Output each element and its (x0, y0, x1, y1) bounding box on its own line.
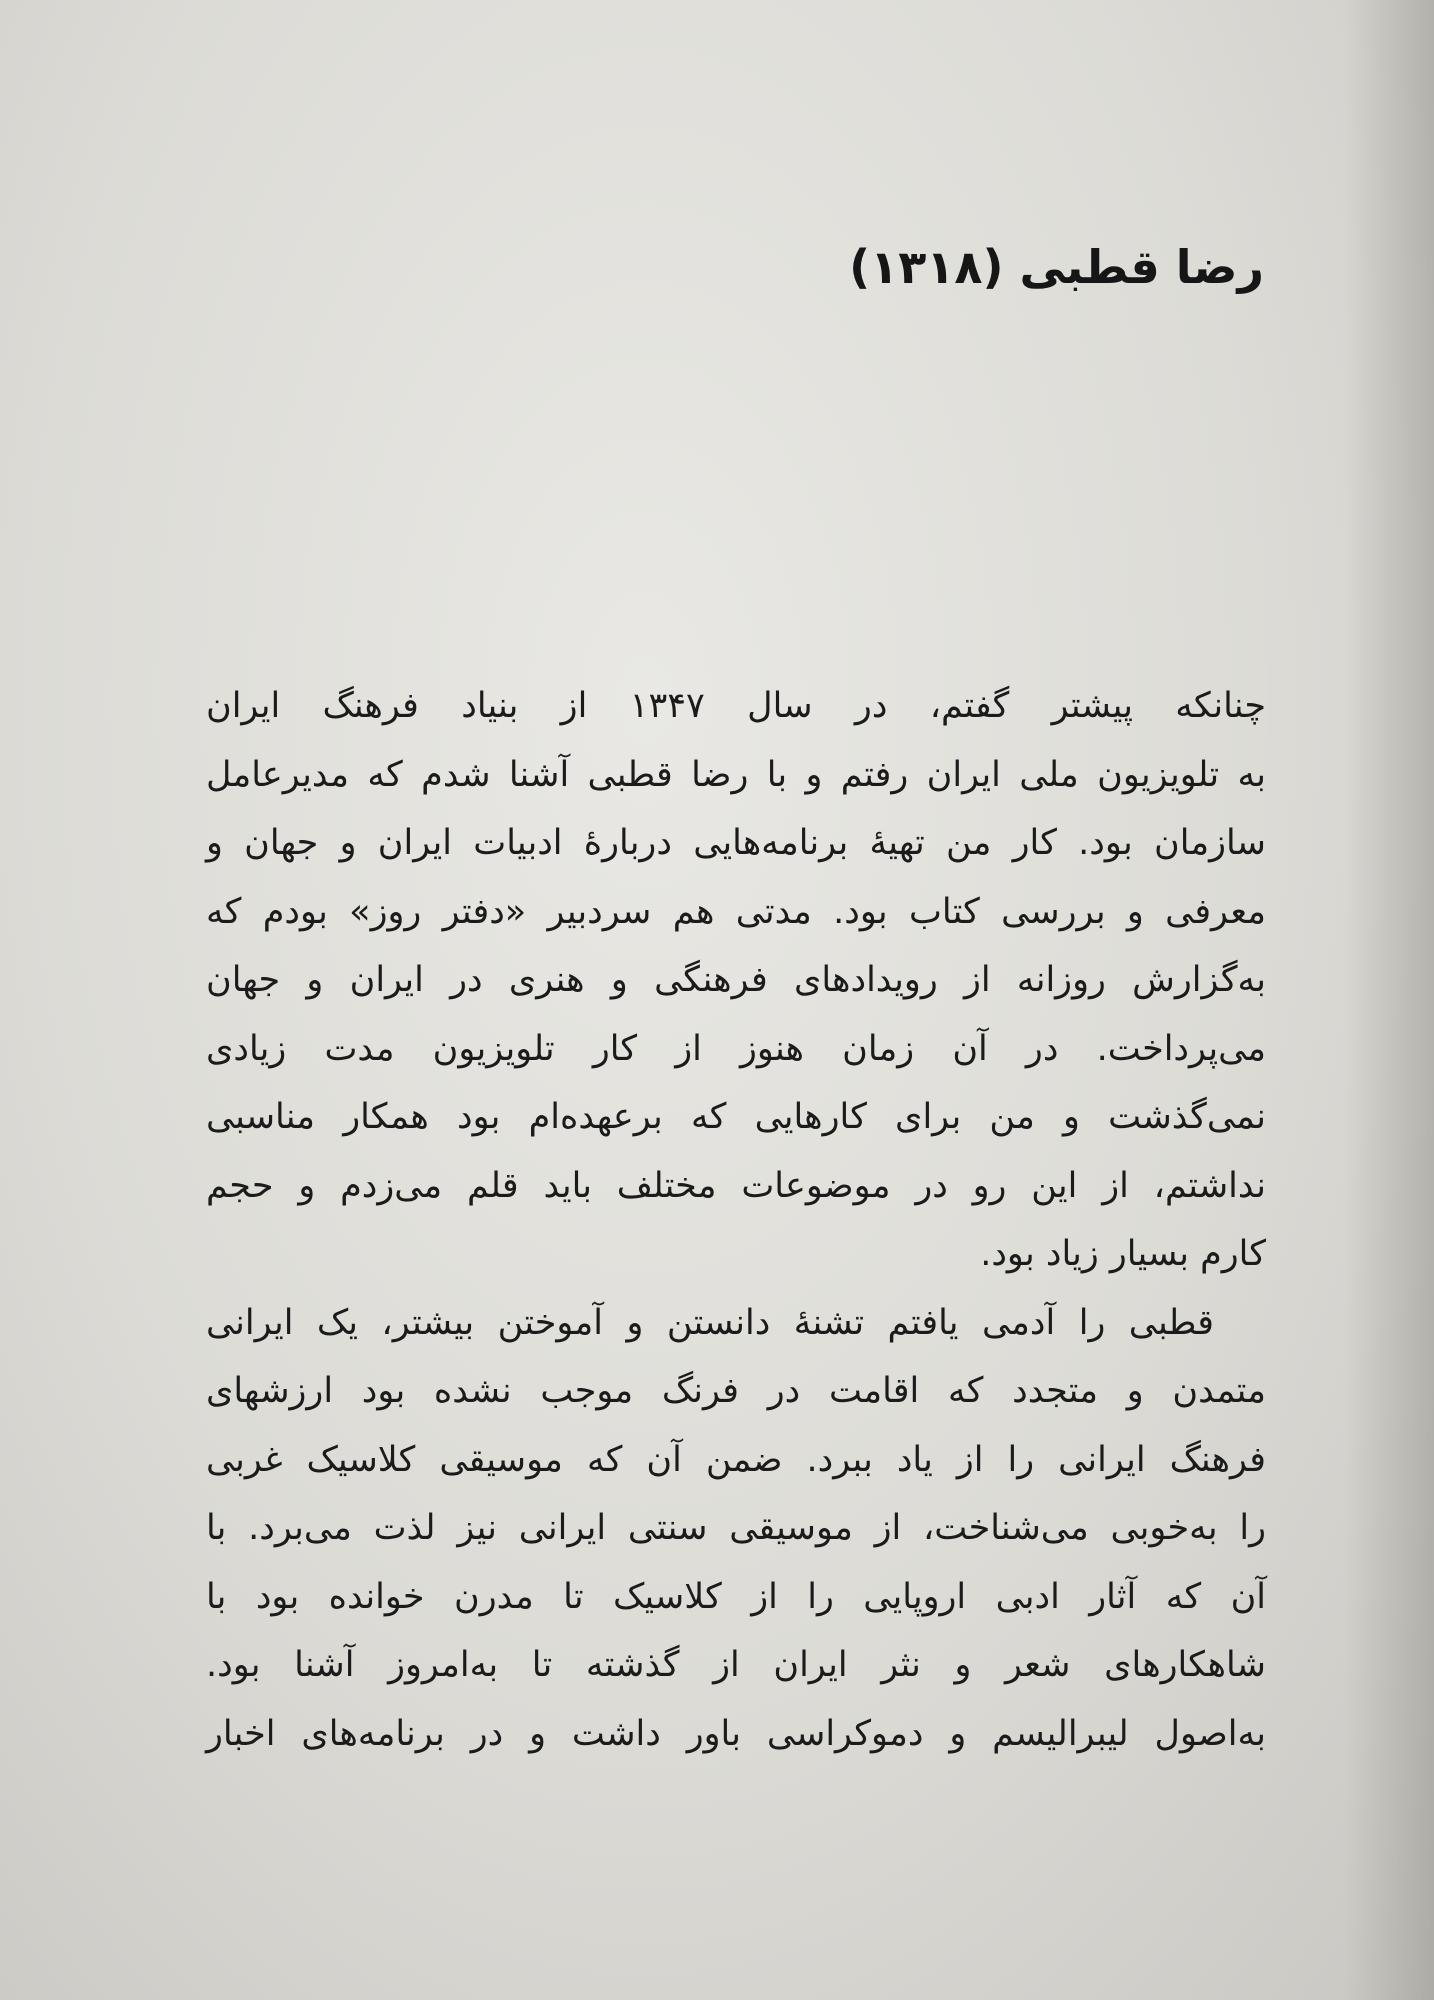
paragraph-1 (206, 672, 1266, 1289)
text-line: به‌گزارش روزانه از رویدادهای فرهنگی و هنری در ایران و جهان (206, 960, 1266, 1000)
text-line: سازمان بود. کار من تهیهٔ برنامه‌هایی دربارهٔ ادبیات ایران و جهان و (206, 823, 1266, 863)
text-line: معرفی و بررسی کتاب بود. مدتی هم سردبیر «دفتر روز» بودم که (206, 891, 1266, 932)
text-line: نمی‌گذشت و من برای کارهایی که برعهده‌ام بود همکار مناسبی (206, 1097, 1266, 1137)
body-text (206, 672, 1266, 1768)
text-line: می‌پرداخت. در آن زمان هنوز از کار تلویزیون مدت زیادی (206, 1028, 1266, 1069)
text-line: شاهکارهای شعر و نثر ایران از گذشته تا به‌امروز آشنا بود. (206, 1645, 1266, 1685)
chapter-title: رضا قطبی (۱۳۱۸) (849, 240, 1264, 294)
text-line: متمدن و متجدد که اقامت در فرنگ موجب نشده بود ارزشهای (206, 1371, 1266, 1411)
text-line: چنانکه پیشتر گفتم، در سال ۱۳۴۷ از بنیاد فرهنگ ایران (206, 686, 1266, 726)
text-line: آن که آثار ادبی اروپایی را از کلاسیک تا مدرن خوانده بود با (206, 1576, 1266, 1617)
text-line: فرهنگ ایرانی را از یاد ببرد. ضمن آن که موسیقی کلاسیک غربی (206, 1439, 1266, 1480)
text-line: به‌اصول لیبرالیسم و دموکراسی باور داشت و در برنامه‌های اخبار (206, 1713, 1266, 1754)
text-line: به تلویزیون ملی ایران رفتم و با رضا قطبی آشنا شدم که مدیرعامل (206, 754, 1266, 795)
text-line: را به‌خوبی می‌شناخت، از موسیقی سنتی ایرانی نیز لذت می‌برد. با (206, 1508, 1266, 1548)
text-line: نداشتم، از این رو در موضوعات مختلف باید قلم می‌زدم و حجم (206, 1165, 1266, 1206)
text-line: قطبی را آدمی یافتم تشنهٔ دانستن و آموختن بیشتر، یک ایرانی (206, 1302, 1214, 1343)
paragraph-2 (206, 1289, 1266, 1769)
text-line: کارم بسیار زیاد بود. (980, 1234, 1266, 1274)
